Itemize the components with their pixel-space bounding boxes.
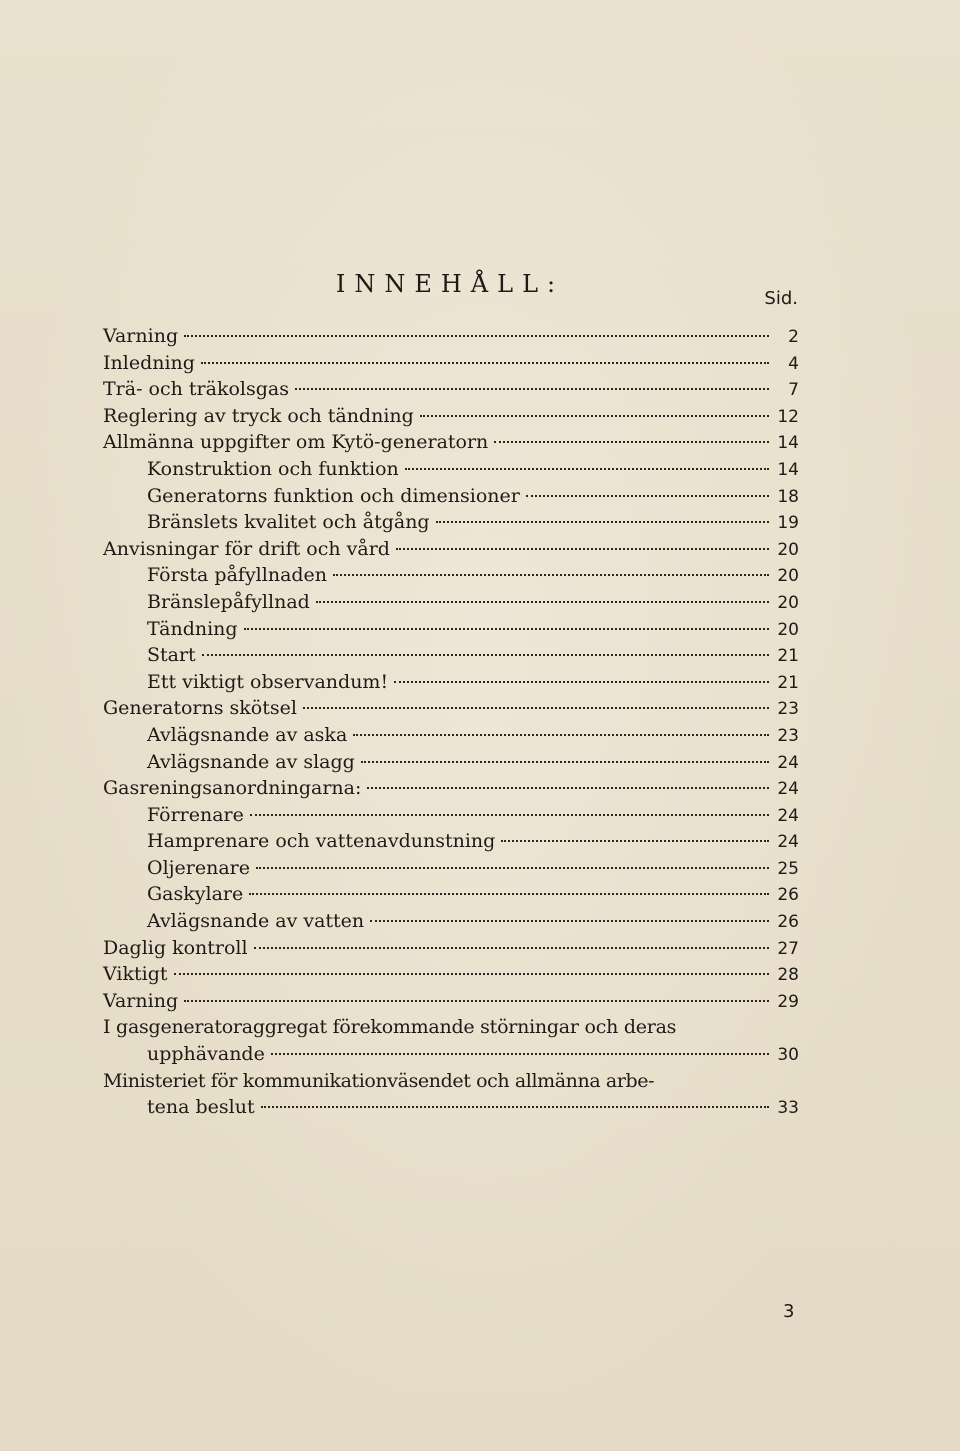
toc-entry — [103, 403, 799, 430]
dot-leader — [367, 787, 769, 789]
toc-entry — [103, 775, 799, 802]
toc-subentry — [103, 616, 799, 643]
dot-leader — [394, 681, 769, 683]
dot-leader — [261, 1106, 769, 1108]
toc-entry-continuation — [103, 1041, 799, 1068]
toc-entry — [103, 429, 799, 456]
toc-entry — [103, 536, 799, 563]
toc-entry-page: 21 — [777, 646, 799, 667]
toc-entry-page: 24 — [777, 805, 799, 826]
toc-entry-page: 7 — [788, 380, 799, 401]
toc-entry-label: Generatorns funktion och dimensioner — [147, 484, 520, 507]
toc-entry — [103, 323, 799, 350]
toc-entry — [103, 376, 799, 403]
dot-leader — [420, 415, 769, 417]
toc-entry-label: Varning — [103, 325, 179, 347]
dot-leader — [501, 840, 769, 842]
toc-entry-label: I gasgeneratoraggregat förekommande störningar och deras — [103, 1016, 677, 1039]
toc-entry-page: 12 — [777, 406, 799, 427]
dot-leader — [256, 867, 769, 869]
page-title: INNEHÅLL: — [335, 270, 565, 299]
toc-entry-page: 27 — [777, 938, 799, 959]
dot-leader — [184, 1000, 769, 1002]
page-number: 3 — [783, 1301, 795, 1322]
toc-entry-label: Avlägsnande av vatten — [147, 910, 365, 933]
toc-entry — [103, 350, 799, 377]
dot-leader — [333, 574, 769, 576]
toc-entry-label: Reglering av tryck och tändning — [103, 404, 414, 427]
toc-entry-page: 14 — [777, 459, 799, 480]
dot-leader — [370, 920, 769, 922]
dot-leader — [201, 362, 769, 364]
toc-entry-label: Avlägsnande av aska — [147, 723, 348, 746]
toc-entry-page: 25 — [777, 858, 799, 879]
toc-entry-label: Hamprenare och vattenavdunstning — [147, 830, 496, 853]
toc-entry-label: Oljerenare — [147, 856, 251, 879]
dot-leader — [174, 973, 770, 975]
toc-entry-label: upphävande — [147, 1043, 265, 1066]
toc-entry-label: Varning — [103, 989, 179, 1012]
toc-entry-page: 14 — [777, 433, 799, 454]
dot-leader — [396, 548, 769, 550]
toc-entry — [103, 695, 799, 722]
dot-leader — [316, 601, 769, 603]
toc-entry-page: 19 — [777, 513, 799, 534]
toc-entry-page: 29 — [777, 991, 799, 1012]
toc-entry-label: Bränslets kvalitet och åtgång — [147, 511, 430, 534]
toc-entry-page: 26 — [777, 885, 799, 906]
toc-entry-continuation — [103, 1094, 799, 1121]
toc-entry-label: Trä- och träkolsgas — [103, 378, 289, 401]
toc-entry-label: Viktigt — [103, 963, 168, 986]
toc-subentry — [103, 456, 799, 483]
dot-leader — [250, 814, 769, 816]
toc-entry-label: tena beslut — [147, 1096, 255, 1119]
dot-leader — [353, 734, 769, 736]
toc-subentry — [103, 908, 799, 935]
toc-entry-label: Generatorns skötsel — [103, 697, 297, 720]
dot-leader — [295, 388, 769, 390]
toc-entry-label: Förrenare — [147, 803, 244, 826]
toc-entry-first-line — [103, 1014, 799, 1041]
toc-entry-page: 20 — [777, 592, 799, 613]
toc-entry-label: Första påfyllnaden — [147, 564, 328, 587]
toc-entry-label: Avlägsnande av slagg — [147, 750, 355, 773]
toc-subentry — [103, 855, 799, 882]
dot-leader — [303, 707, 769, 709]
toc-entry — [103, 935, 799, 962]
dot-leader — [405, 468, 769, 470]
toc-entry-page: 20 — [777, 539, 799, 560]
toc-subentry — [103, 881, 799, 908]
dot-leader — [361, 761, 769, 763]
toc-entry-page: 23 — [777, 699, 799, 720]
dot-leader — [271, 1053, 769, 1055]
dot-leader — [244, 628, 769, 630]
toc-subentry — [103, 483, 799, 510]
toc-subentry — [103, 562, 799, 589]
toc-entry-first-line — [103, 1068, 799, 1095]
toc-entry-page: 4 — [788, 353, 799, 374]
toc-subentry — [103, 669, 799, 696]
dot-leader — [526, 495, 769, 497]
toc-subentry — [103, 509, 799, 536]
page-column-label: Sid. — [764, 288, 798, 309]
toc-entry-label: Gaskylare — [147, 883, 244, 906]
toc-entry-page: 21 — [777, 672, 799, 693]
toc-subentry — [103, 722, 799, 749]
toc-entry-label: Daglig kontroll — [103, 936, 248, 959]
toc-entry-label: Ministeriet för kommunikationväsendet och allmänna arbe- — [103, 1069, 655, 1092]
toc-entry-label: Konstruktion och funktion — [147, 457, 399, 480]
toc-entry-label: Tändning — [147, 617, 238, 640]
toc-entry-page: 30 — [777, 1045, 799, 1066]
dot-leader — [494, 441, 769, 443]
toc-entry-page: 33 — [777, 1098, 799, 1119]
toc-entry-label: Bränslepåfyllnad — [147, 590, 310, 613]
dot-leader — [249, 893, 769, 895]
toc-subentry — [103, 749, 799, 776]
toc-entry-page: 2 — [788, 327, 799, 347]
toc-subentry — [103, 589, 799, 616]
dot-leader — [436, 521, 769, 523]
toc-entry-page: 20 — [777, 619, 799, 640]
toc-entry-page: 24 — [777, 752, 799, 773]
dot-leader — [202, 654, 769, 656]
toc-entry-page: 26 — [777, 912, 799, 933]
toc-entry-page: 24 — [777, 832, 799, 853]
dot-leader — [254, 947, 769, 949]
toc-subentry — [103, 828, 799, 855]
toc-subentry — [103, 802, 799, 829]
toc-entry-label: Start — [147, 644, 196, 667]
toc-entry-label: Gasreningsanordningarna: — [103, 777, 362, 800]
toc-entry — [103, 961, 799, 988]
toc-entry-label: Ett viktigt observandum! — [147, 670, 389, 693]
table-of-contents — [103, 323, 799, 1121]
toc-entry — [103, 988, 799, 1015]
toc-entry-page: 20 — [777, 566, 799, 587]
toc-entry-page: 24 — [777, 779, 799, 800]
toc-entry-page: 23 — [777, 725, 799, 746]
dot-leader — [184, 335, 769, 337]
toc-entry-page: 28 — [777, 965, 799, 986]
toc-subentry — [103, 642, 799, 669]
toc-entry-page: 18 — [777, 486, 799, 507]
toc-entry-label: Inledning — [103, 351, 195, 374]
toc-entry-label: Allmänna uppgifter om Kytö-generatorn — [103, 431, 489, 454]
toc-entry-label: Anvisningar för drift och vård — [103, 537, 390, 560]
